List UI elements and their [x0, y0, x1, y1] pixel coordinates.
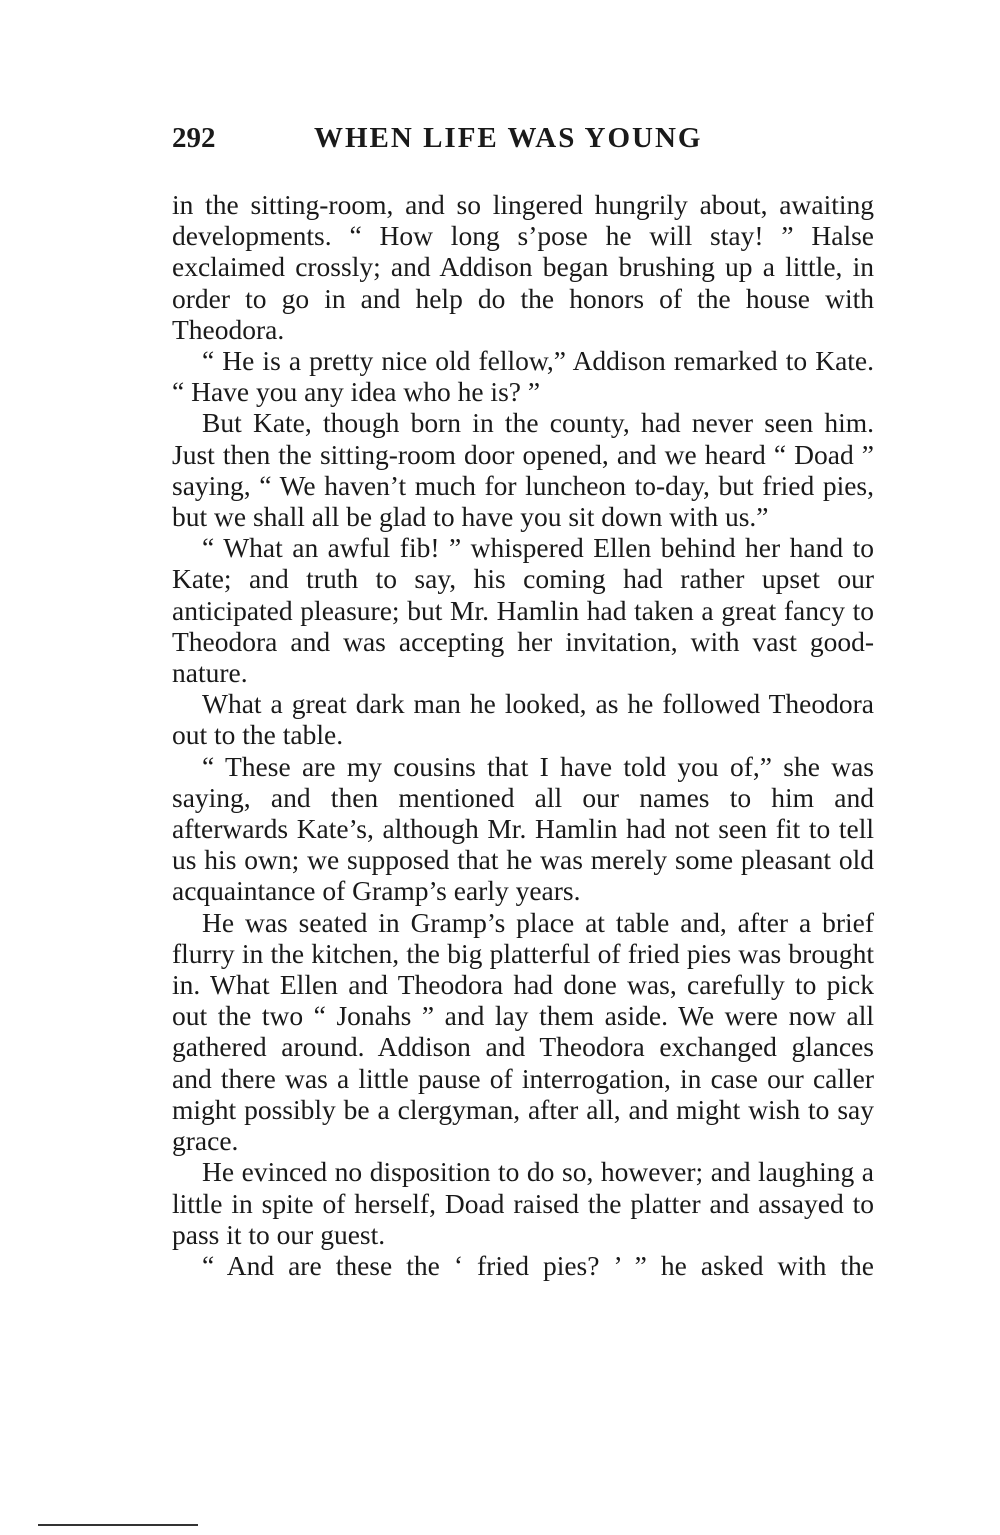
paragraph: “ He is a pretty nice old fellow,” Addison remarked to Kate. “ Have you any idea who he is? ” [172, 345, 874, 408]
body-text [172, 189, 874, 1281]
paragraph: “ What an awful fib! ” whispered Ellen behind her hand to Kate; and truth to say, his coming had rather upset our anticipated pleasure; but Mr. Hamlin had taken a great fancy to Theodora and was accepting her invitation, with vast good-nature. [172, 532, 874, 689]
paragraph-continued: in the sitting-room, and so lingered hungrily about, awaiting developments. “ How long s’pose he will stay! ” Halse exclaimed crossly; and Addison began brushing up a little, in order to go in and help do the honors of the house with Theodora. [172, 189, 874, 345]
paragraph-continues: “ And are these the ‘ fried pies? ’ ” he asked with the [202, 1249, 874, 1281]
book-title: WHEN LIFE WAS YOUNG [314, 122, 703, 154]
paragraph: “ These are my cousins that I have told you of,” she was saying, and then mentioned all our names to him and afterwards Kate’s, although Mr. Hamlin had not seen fit to tell us his own; we supposed that he was merely some pleasant old acquaintance of Gramp’s early years. [172, 750, 874, 907]
paragraph: He evinced no disposition to do so, however; and laughing a little in spite of herself, Doad raised the platter and assayed to pass it to our guest. [172, 1156, 874, 1250]
paragraph: What a great dark man he looked, as he followed Theodora out to the table. [172, 688, 874, 751]
paragraph: But Kate, though born in the county, had never seen him. Just then the sitting-room door opened, and we heard “ Doad ” saying, “ We haven’t much for luncheon to-day, but fried pies, but we shall all be glad to have you sit down with us.” [172, 407, 874, 533]
running-head [172, 118, 872, 158]
scan-edge-rule [38, 1524, 198, 1526]
page-number: 292 [172, 122, 216, 154]
paragraph: He was seated in Gramp’s place at table and, after a brief flurry in the kitchen, the big platterful of fried pies was brought in. What Ellen and Theodora had done was, carefully to pick out the two “ Jonahs ” and lay them aside. We were now all gathered around. Addison and Theodora exchanged glances and there was a little pause of interrogation, in case our caller might possibly be a clergyman, after all, and might wish to say grace. [172, 906, 874, 1157]
